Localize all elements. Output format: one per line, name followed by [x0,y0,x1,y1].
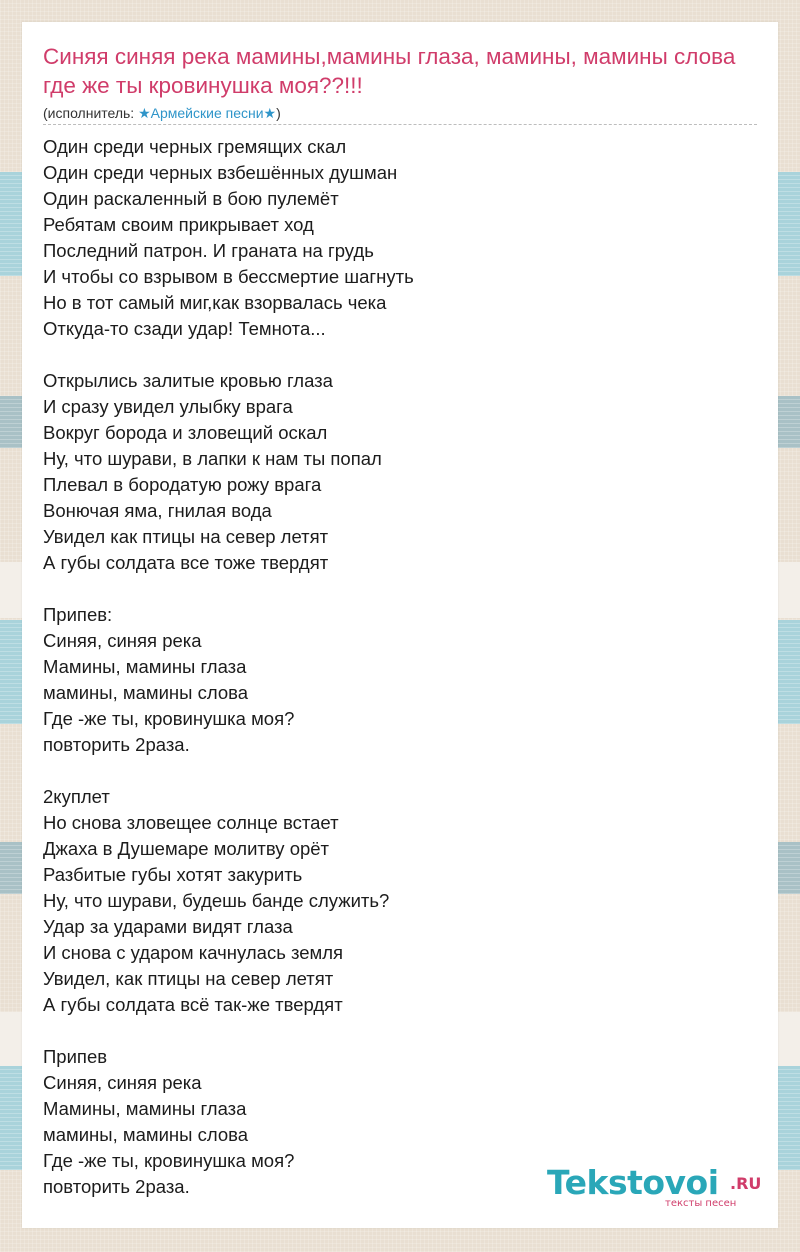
lyric-line: Разбитые губы хотят закурить [43,864,303,885]
lyric-line: Мамины, мамины глаза [43,1098,247,1119]
lyric-line: Вонючая яма, гнилая вода [43,500,272,521]
lyric-line: Где -же ты, кровинушка моя? [43,1150,295,1171]
lyric-line: Синяя, синяя река [43,1072,202,1093]
lyric-line: Один раскаленный в бою пулемёт [43,188,339,209]
lyric-line: Мамины, мамины глаза [43,656,247,677]
stanza-gap [43,342,743,368]
performer-suffix: ) [276,105,281,121]
lyric-line: Джаха в Душемаре молитву орёт [43,838,330,859]
lyrics-text [43,134,743,1200]
lyric-line: Ну, что шурави, в лапки к нам ты попал [43,448,382,469]
lyric-line: 2куплет [43,786,110,807]
lyric-line: Но снова зловещее солнце встает [43,812,339,833]
lyric-line: Один среди черных гремящих скал [43,136,347,157]
lyric-line: мамины, мамины слова [43,1124,249,1145]
performer-prefix: (исполнитель: [43,105,139,121]
lyric-line: А губы солдата все тоже твердят [43,552,329,573]
lyric-line: Открылись залитые кровью глаза [43,370,333,391]
logo-tagline: тексты песен [665,1198,737,1209]
artist-link[interactable]: ★Армейские песни★ [138,105,277,121]
lyric-line: Вокруг борода и зловещий оскал [43,422,328,443]
lyric-line: Припев [43,1046,108,1067]
lyric-line: Припев: [43,604,113,625]
lyric-line: И сразу увидел улыбку врага [43,396,293,417]
lyric-line: Один среди черных взбешённых душман [43,162,398,183]
stanza-gap [43,758,743,784]
lyric-line: Откуда-то сзади удар! Темнота... [43,318,326,339]
lyric-line: мамины, мамины слова [43,682,249,703]
stanza-gap [43,576,743,602]
lyrics-card [22,22,778,1228]
lyric-line: повторить 2раза. [43,1176,190,1197]
lyric-line: И снова с ударом качнулась земля [43,942,344,963]
lyric-line: Увидел как птицы на север летят [43,526,329,547]
lyric-line: Плевал в бородатую рожу врага [43,474,322,495]
lyric-line: Синяя, синяя река [43,630,202,651]
performer-line [43,104,281,122]
lyric-line: повторить 2раза. [43,734,190,755]
lyric-line: Ну, что шурави, будешь банде служить? [43,890,390,911]
song-title: Синяя синяя река мамины,мамины глаза, мамины, мамины слова где же ты кровинушка моя??!!! [43,44,736,98]
lyric-line: А губы солдата всё так-же твердят [43,994,343,1015]
lyric-line: И чтобы со взрывом в бессмертие шагнуть [43,266,414,287]
logo-wordmark: Tekstovoi [547,1163,719,1202]
lyric-line: Ребятам своим прикрывает ход [43,214,314,235]
lyric-line: Где -же ты, кровинушка моя? [43,708,295,729]
stanza-gap [43,1018,743,1044]
lyric-line: Увидел, как птицы на север летят [43,968,334,989]
lyric-line: Удар за ударами видят глаза [43,916,293,937]
lyric-line: Последний патрон. И граната на грудь [43,240,374,261]
divider [43,124,757,125]
lyric-line: Но в тот самый миг,как взорвалась чека [43,292,387,313]
site-logo[interactable] [547,1164,767,1210]
logo-domain: .RU [730,1174,762,1193]
